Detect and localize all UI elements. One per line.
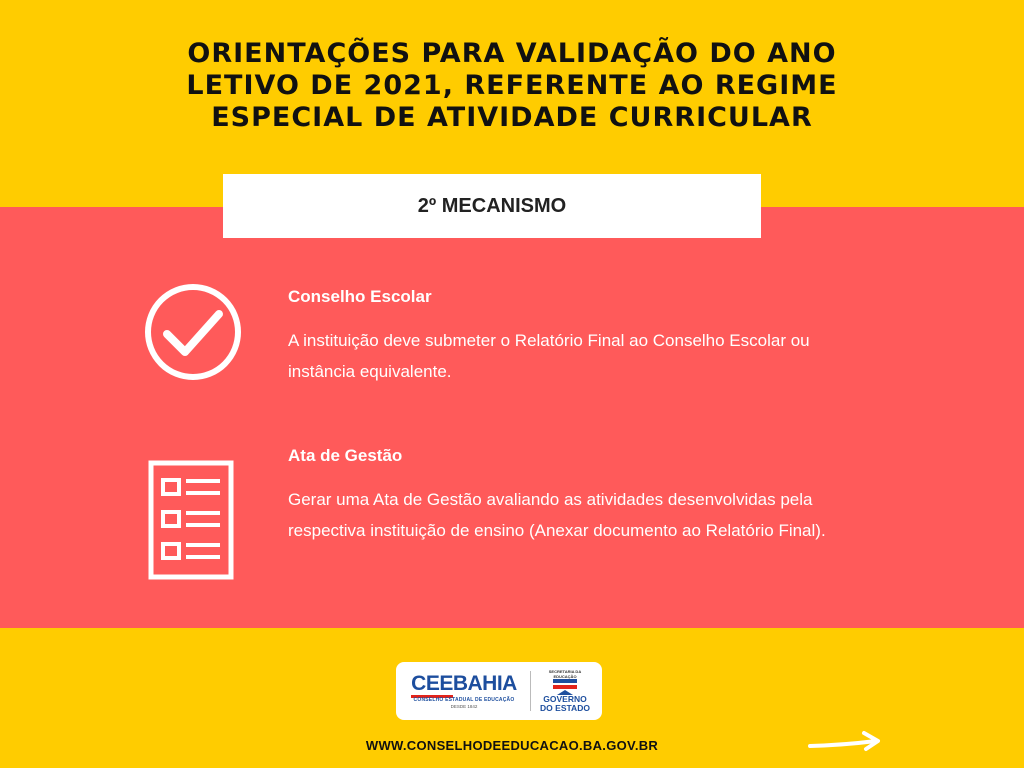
cee-bahia-wordmark [411, 673, 517, 695]
cee-since: DESDE 1842 [450, 704, 478, 709]
arrow-right-icon[interactable] [808, 730, 884, 754]
logo-divider [530, 671, 531, 711]
page-title-line-2: LETIVO DE 2021, REFERENTE AO REGIME [186, 70, 838, 101]
cee-bahia-logo [404, 673, 524, 709]
item-title-ata-de-gestao: Ata de Gestão [288, 446, 403, 465]
page-title-line-1: ORIENTAÇÕES PARA VALIDAÇÃO DO ANO [187, 38, 837, 69]
cee-wordmark-part: CEE [411, 672, 453, 698]
check-circle-icon [143, 282, 243, 382]
secretaria-label: SECRETARIA DA EDUCAÇÃO [548, 669, 582, 679]
mechanism-label: 2º MECANISMO [417, 194, 567, 217]
cee-subtitle: CONSELHO ESTADUAL DE EDUCAÇÃO [413, 697, 515, 703]
page-title-line-3: ESPECIAL DE ATIVIDADE CURRICULAR [211, 102, 813, 133]
bahia-wordmark-part: BAHIA [452, 672, 517, 695]
governo-bahia-logo [537, 669, 593, 713]
website-url[interactable]: WWW.CONSELHODEEDUCACAO.BA.GOV.BR [365, 738, 659, 753]
item-text-ata-de-gestao: Gerar uma Ata de Gestão avaliando as atividades desenvolvidas pela respectiva instituição de ensino (Anexar documento ao Relatório Final). [288, 490, 826, 540]
governo-line-2: DO ESTADO [540, 703, 590, 713]
state-flag-icon [553, 679, 577, 695]
checklist-document-icon [148, 460, 234, 580]
institution-logos [396, 662, 602, 720]
mechanism-label-box [223, 174, 761, 238]
item-title-conselho-escolar: Conselho Escolar [288, 287, 432, 306]
page-title [150, 38, 874, 134]
item-text-conselho-escolar: A instituição deve submeter o Relatório Final ao Conselho Escolar ou instância equivalente. [288, 331, 810, 381]
governo-line-1: GOVERNO [543, 694, 587, 704]
